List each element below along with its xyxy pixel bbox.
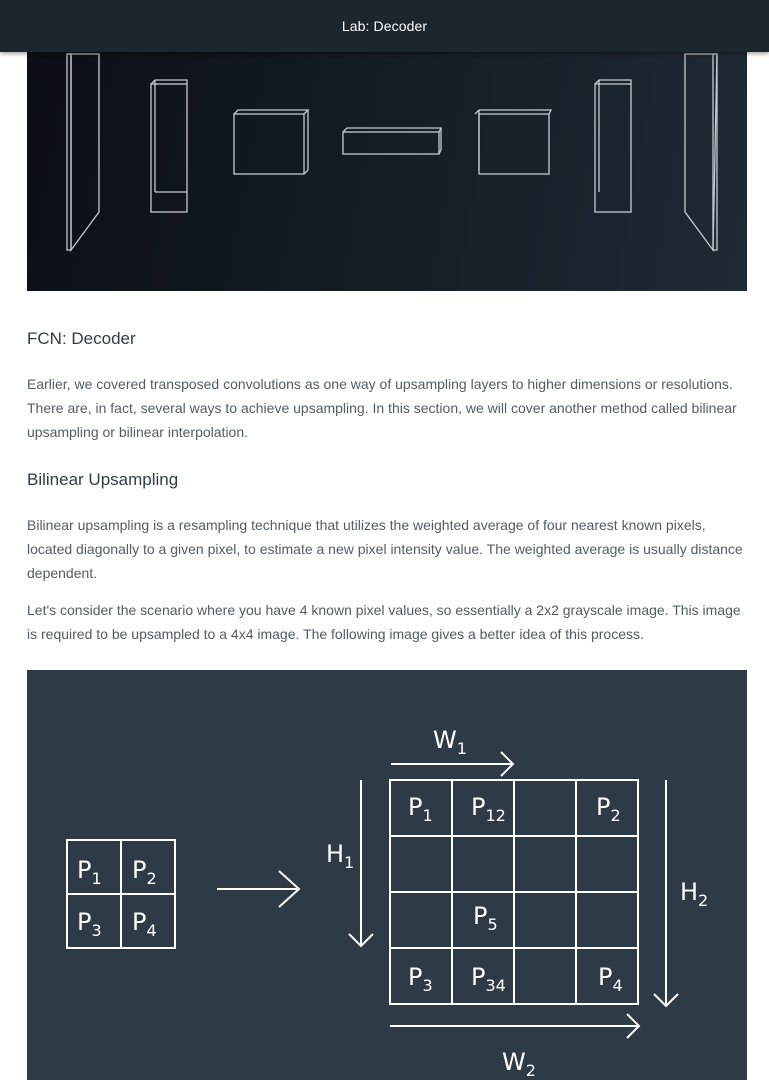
section-title: FCN: Decoder: [27, 329, 136, 348]
large-cell-p34: $P_{34}$: [471, 963, 506, 995]
w2-label: $W_2$: [502, 1048, 536, 1080]
paragraph-bilinear-definition: Bilinear upsampling is a resampling technique that utilizes the weighted average of four nearest known pixels, located diagonally to a given pixel, to estimate a new pixel intensity value. The weighted average is usually distance dependent.: [27, 517, 743, 581]
h1-label: $H_1$: [326, 840, 355, 872]
small-cell-p3: $P_3$: [77, 908, 102, 940]
large-cell-p5: $P_5$: [473, 902, 498, 934]
small-cell-p4: $P_4$: [132, 908, 157, 940]
w1-label: $W_1$: [433, 726, 467, 758]
large-cell-p2: $P_2$: [596, 793, 621, 825]
large-cell-p3: $P_3$: [408, 963, 433, 995]
lesson-title: Lab: Decoder: [341, 18, 428, 34]
subheading: Bilinear Upsampling: [27, 470, 179, 489]
large-cell-p12: $P_{12}$: [471, 793, 506, 825]
upsampling-diagram: [27, 670, 747, 1080]
wireframe-boxes-illustration: [27, 52, 747, 291]
intro-paragraph: Earlier, we covered transposed convolutions as one way of upsampling layers to higher dimensions or resolutions. There are, in fact, several ways to achieve upsampling. In this section, we will cover another method called bilinear upsampling or bilinear interpolation.: [27, 376, 737, 440]
h2-label: $H_2$: [680, 878, 709, 910]
large-cell-p4: $P_4$: [598, 963, 623, 995]
paragraph-scenario: Let's consider the scenario where you have 4 known pixel values, so essentially a 2x2 grayscale image. This image is required to be upsampled to a 4x4 image. The following image gives a better idea of this process.: [27, 602, 741, 642]
large-cell-p1: $P_1$: [408, 793, 433, 825]
small-cell-p1: $P_1$: [77, 856, 102, 888]
small-cell-p2: $P_2$: [132, 856, 157, 888]
bilinear-upsampling-figure: [27, 670, 747, 1080]
top-bar: [0, 0, 769, 52]
encoder-decoder-banner-image: [27, 52, 747, 291]
